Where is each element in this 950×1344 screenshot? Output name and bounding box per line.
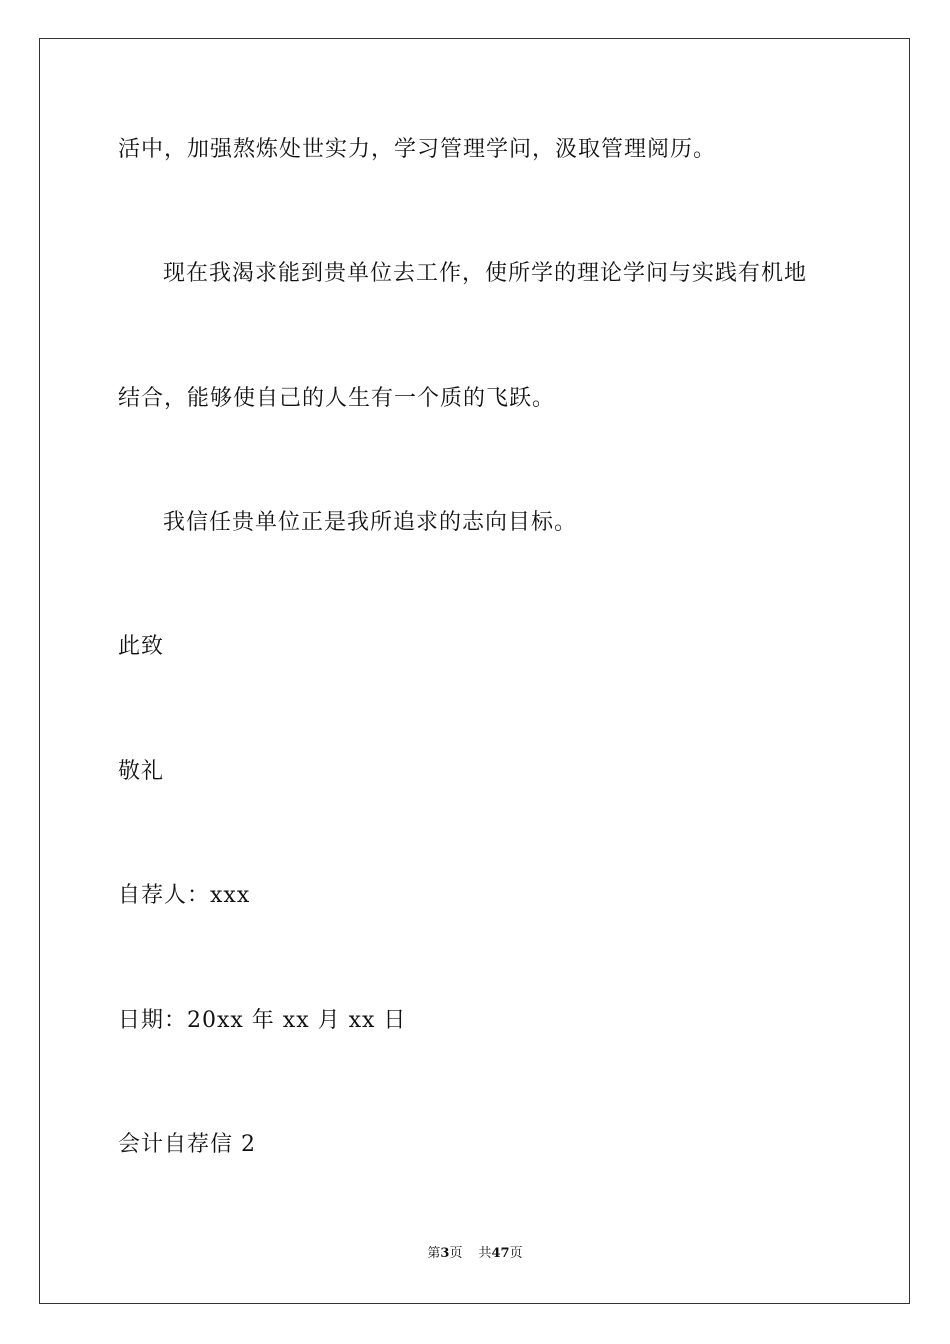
page-number: 3 (440, 1246, 450, 1261)
closing-regards: 敬礼 (118, 759, 165, 784)
paragraph-line-2: 现在我渴求能到贵单位去工作，使所学的理论学问与实践有机地 (163, 261, 808, 286)
paragraph-line-1: 活中，加强熬炼处世实力，学习管理学问，汲取管理阅历。 (118, 137, 717, 162)
total-suffix: 页 (509, 1246, 523, 1261)
total-pages: 47 (491, 1246, 510, 1261)
closing-salutation: 此致 (118, 634, 165, 659)
page-footer (0, 1245, 950, 1263)
signer-line: 自荐人：xxx (118, 883, 251, 908)
date-line: 日期：20xx 年 xx 月 xx 日 (118, 1008, 407, 1033)
next-letter-heading: 会计自荐信 2 (118, 1132, 256, 1157)
total-prefix: 共 (478, 1246, 492, 1261)
page-frame (39, 38, 910, 1304)
paragraph-line-3: 结合，能够使自己的人生有一个质的飞跃。 (118, 386, 556, 411)
paragraph-line-4: 我信任贵单位正是我所追求的志向目标。 (163, 510, 578, 535)
page-suffix: 页 (449, 1246, 463, 1261)
page-prefix: 第 (427, 1246, 441, 1261)
